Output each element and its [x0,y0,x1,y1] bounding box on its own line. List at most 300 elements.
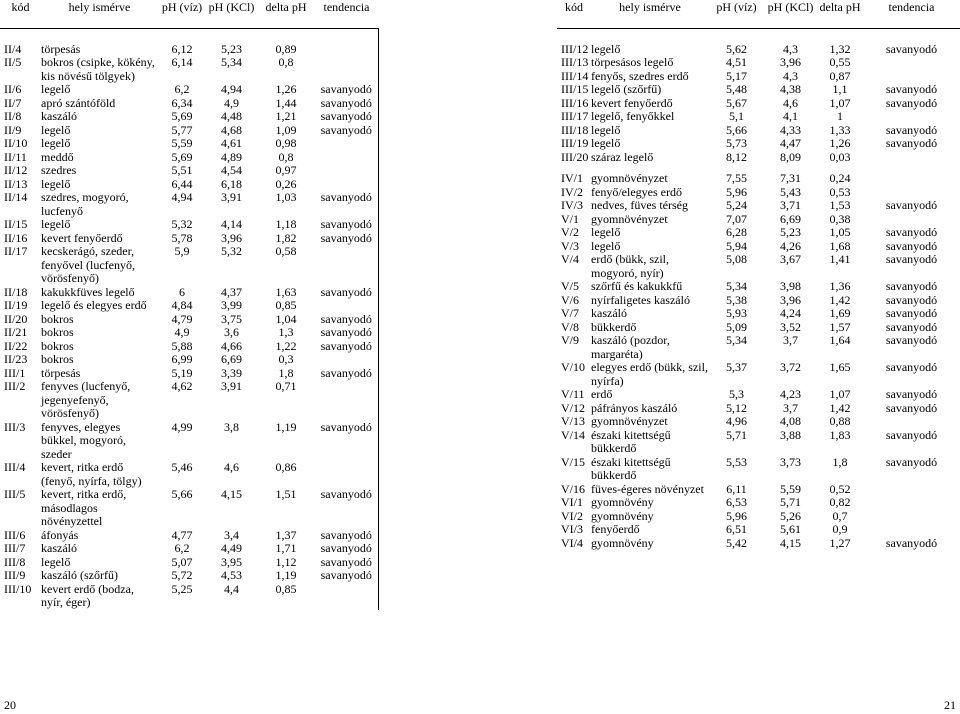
ph-kcl-value: 3,39 [221,365,242,380]
site-description: fenyves, elegyes bükkel, mogyoró, szeder [41,419,126,461]
right-table-header [557,0,960,28]
tendency-value: savanyodó [885,400,938,415]
ph-kcl-value: 5,23 [780,225,801,239]
ph-kcl-value: 4,15 [221,487,242,501]
site-description: füves-égeres növényzet [591,481,704,496]
ph-water-value: 6,53 [726,495,747,509]
ph-kcl-value: 7,31 [780,171,801,185]
ph-kcl-value: 3,52 [780,319,801,334]
sample-code: V/1 [561,211,579,226]
ph-kcl-value: 3,96 [221,230,242,245]
tendency-value: savanyodó [315,488,378,529]
sample-code: III/10 [4,581,32,596]
delta-ph-value: 0,89 [275,41,297,56]
tendency-value: savanyodó [315,191,378,218]
sample-code: V/10 [561,360,585,374]
table-row [0,556,378,570]
site-description: kecskerágó, szeder, fenyővel (lucfenyő, vörösfenyő) [41,244,135,285]
ph-water-value: 5,48 [726,82,747,96]
site-description: legelő [591,225,621,239]
site-description: erdő (bükk, szil, mogyoró, nyír) [591,252,669,280]
table-row [0,245,378,286]
sample-code: V/7 [561,306,579,320]
col-header-ph-kcl: pH (KCl) [208,0,255,14]
tendency-value [863,496,960,510]
ph-water-value: 5,69 [171,109,193,123]
site-description: kaszáló (pozdor, margaréta) [591,333,670,361]
ph-kcl-value: 3,75 [221,311,242,326]
sample-code: II/14 [4,190,28,204]
ph-water-value: 5,71 [726,427,747,442]
table-row [0,178,378,192]
tendency-value: savanyodó [885,387,938,401]
page-number-left: 20 [4,698,16,712]
delta-ph-value: 1,32 [829,41,851,56]
ph-kcl-value: 4,94 [221,82,242,96]
table-row [557,402,960,416]
sample-code: II/15 [4,217,28,231]
sample-code: II/9 [4,122,22,137]
site-description: gyomnövény [591,535,654,550]
ph-water-value: 5,59 [171,136,193,150]
table-row [0,569,378,583]
ph-kcl-value: 4,3 [783,41,798,56]
table-row [0,367,378,381]
table-row [557,172,960,186]
ph-kcl-value: 4,3 [783,68,798,83]
ph-water-value: 4,79 [171,311,193,326]
ph-water-value: 5,38 [726,292,747,307]
ph-water-value: 4,96 [726,414,747,428]
delta-ph-value: 1,09 [275,122,297,137]
sample-code: III/7 [4,541,26,555]
delta-ph-value: 1,19 [275,568,297,582]
ph-water-value: 8,12 [726,149,747,164]
site-description: gyomnövény [591,508,654,523]
ph-water-value: 4,51 [726,55,747,69]
delta-ph-value: 0,87 [829,68,851,83]
tendency-value [315,137,378,151]
table-row [557,334,960,361]
tendency-value: savanyodó [885,306,938,320]
tendency-value: savanyodó [885,41,938,56]
tendency-value: savanyodó [315,340,378,354]
sample-code: III/19 [561,136,589,150]
tendency-value: savanyodó [885,535,938,550]
site-description: bokros (csipke, kökény, kis növésű tölgyek) [41,55,155,83]
table-row [0,583,378,610]
delta-ph-value: 1,19 [275,419,297,434]
tendency-value: savanyodó [885,225,938,239]
table-row [0,313,378,327]
table-row [557,361,960,388]
delta-ph-value: 1,82 [275,230,297,245]
delta-ph-value: 1,44 [275,95,297,110]
delta-ph-value: 1,03 [275,190,297,204]
table-row [557,483,960,497]
ph-water-value: 5,69 [171,149,193,164]
delta-ph-value: 0,9 [832,522,848,536]
table-row [557,151,960,165]
tendency-value: savanyodó [885,238,938,253]
table-row [557,456,960,483]
ph-water-value: 6,99 [171,352,193,366]
delta-ph-value: 1,22 [275,338,297,353]
ph-water-value: 5,67 [726,95,747,110]
ph-water-value: 5,62 [726,41,747,56]
delta-ph-value: 1,68 [829,238,851,253]
site-description: legelő [591,238,621,253]
table-row [557,56,960,70]
site-description: legelő [41,136,71,150]
page-number-right: 21 [944,698,956,712]
tendency-value [863,483,960,497]
ph-water-value: 6,2 [174,82,190,96]
table-row [557,510,960,524]
table-row [0,110,378,124]
tendency-value [315,178,378,192]
delta-ph-value: 0,71 [275,379,297,393]
tendency-value: savanyodó [315,218,378,232]
sample-code: III/14 [561,68,589,83]
site-description: bokros [41,352,74,366]
site-description: gyomnövényzet [591,414,668,428]
ph-kcl-value: 4,48 [221,109,242,123]
delta-ph-value: 1,53 [829,198,851,212]
ph-water-value: 4,99 [171,419,193,434]
ph-kcl-value: 4,89 [221,149,242,164]
tendency-value [863,523,960,537]
delta-ph-value: 1,18 [275,217,297,231]
delta-ph-value: 0,85 [275,581,297,596]
ph-kcl-value: 4,54 [221,163,242,177]
tendency-value: savanyodó [315,529,378,543]
delta-ph-value: 1,33 [829,122,851,137]
ph-kcl-value: 4,15 [780,535,801,550]
sample-code: IV/1 [561,171,583,185]
ph-water-value: 6,28 [726,225,747,239]
col-header-tendencia: tendencia [888,0,935,14]
site-description: kevert erdő (bodza, nyír, éger) [41,581,134,609]
site-description: fenyős, szedres erdő [591,68,689,83]
sample-code: V/12 [561,400,585,415]
site-description: kevert fenyőerdő [591,95,673,110]
ph-water-value: 6,14 [171,55,193,69]
sample-code: IV/3 [561,198,583,212]
table-row [557,523,960,537]
table-row [557,294,960,308]
ph-water-value: 5,96 [726,508,747,523]
tendency-value [315,43,378,57]
table-row [0,83,378,97]
ph-kcl-value: 6,18 [221,176,242,191]
tendency-value: savanyodó [315,542,378,556]
ph-water-value: 5,07 [171,554,193,569]
ph-water-value: 5,32 [171,217,193,231]
ph-kcl-value: 5,59 [780,481,801,496]
col-header-delta: delta pH [265,0,307,14]
left-page-table [0,0,378,610]
sample-code: V/8 [561,319,579,334]
tendency-value: savanyodó [885,82,938,96]
delta-ph-value: 1,07 [829,387,851,401]
delta-ph-value: 1,12 [275,554,297,569]
delta-ph-value: 1,65 [829,360,851,374]
tendency-value: savanyodó [315,367,378,381]
ph-kcl-value: 3,71 [780,198,801,212]
table-row [0,137,378,151]
table-row [557,307,960,321]
delta-ph-value: 1,05 [829,225,851,239]
site-description: áfonyás [41,527,79,542]
table-row [0,97,378,111]
table-row [557,537,960,551]
ph-water-value: 5,73 [726,136,747,150]
delta-ph-value: 0,82 [829,495,851,509]
ph-kcl-value: 8,09 [780,149,801,164]
tendency-value: savanyodó [315,232,378,246]
tendency-value [315,380,378,421]
sample-code: II/16 [4,230,28,245]
ph-kcl-value: 5,23 [221,41,242,56]
col-header-ph-kcl: pH (KCl) [767,0,814,14]
table-row [557,199,960,213]
site-description: fenyőerdő [591,522,640,536]
site-description: legelő [41,217,71,231]
ph-water-value: 4,84 [171,298,193,312]
site-description: legelő [41,554,71,569]
ph-kcl-value: 5,32 [221,244,242,258]
ph-water-value: 5,17 [726,68,747,83]
table-row [0,232,378,246]
delta-ph-value: 1,8 [278,365,294,380]
ph-kcl-value: 5,26 [780,508,801,523]
site-description: legelő [591,41,621,56]
sample-code: V/9 [561,333,579,347]
site-description: legelő [41,82,71,96]
delta-ph-value: 0,88 [829,414,851,428]
sample-code: V/13 [561,414,585,428]
sample-code: III/5 [4,487,26,501]
ph-kcl-value: 3,88 [780,427,801,442]
ph-water-value: 7,55 [726,171,747,185]
tendency-value [315,353,378,367]
ph-water-value: 6 [179,284,185,299]
tendency-value [863,213,960,227]
ph-kcl-value: 3,7 [783,333,798,347]
site-description: legelő és elegyes erdő [41,298,147,312]
sample-code: V/5 [561,279,579,293]
site-description: gyomnövényzet [591,211,668,226]
site-description: száraz legelő [591,149,654,164]
delta-ph-value: 1,63 [275,284,297,299]
col-header-hely: hely ismérve [68,0,131,14]
table-row [557,83,960,97]
sample-code: III/20 [561,149,589,164]
site-description: gyomnövényzet [591,171,668,185]
ph-kcl-value: 3,95 [221,554,242,569]
ph-water-value: 6,12 [171,41,193,56]
col-header-delta: delta pH [819,0,861,14]
table-row [0,461,378,488]
table-row [557,240,960,254]
delta-ph-value: 0,58 [275,244,297,258]
tendency-value: savanyodó [315,556,378,570]
ph-kcl-value: 4,38 [780,82,801,96]
sample-code: III/8 [4,554,26,569]
sample-code: II/12 [4,163,28,177]
sample-code: III/1 [4,365,26,380]
ph-kcl-value: 3,4 [224,527,239,542]
delta-ph-value: 0,8 [278,55,294,69]
delta-ph-value: 0,38 [829,211,851,226]
table-row [557,186,960,200]
table-row [0,299,378,313]
tendency-value [863,70,960,84]
table-row [0,488,378,529]
delta-ph-value: 1,42 [829,292,851,307]
ph-water-value: 5,77 [171,122,193,137]
site-description: bokros [41,311,74,326]
tendency-value: savanyodó [885,122,938,137]
sample-code: V/6 [561,292,579,307]
tendency-value [863,110,960,124]
delta-ph-value: 1,1 [832,82,848,96]
sample-code: III/12 [561,41,589,56]
ph-water-value: 5,51 [171,163,193,177]
delta-ph-value: 1,21 [275,109,297,123]
sample-code: III/17 [561,109,589,123]
delta-ph-value: 0,3 [278,352,294,366]
tendency-value [315,164,378,178]
sample-code: III/13 [561,55,589,69]
sample-code: III/15 [561,82,589,96]
delta-ph-value: 1,04 [275,311,297,326]
site-description: szőrfű és kakukkfű [591,279,683,293]
sample-code: VI/3 [561,522,583,536]
site-description: fenyves (lucfenyő, jegenyefenyő, vörösfenyő) [41,379,131,420]
delta-ph-value: 1,3 [278,325,294,339]
tendency-value: savanyodó [885,252,938,266]
ph-water-value: 5,19 [171,365,193,380]
sample-code: II/10 [4,136,28,150]
ph-water-value: 5,66 [726,122,747,137]
delta-ph-value: 1,07 [829,95,851,110]
delta-ph-value: 0,98 [275,136,297,150]
delta-ph-value: 1,57 [829,319,851,334]
ph-water-value: 5,46 [171,460,193,474]
ph-kcl-value: 4,37 [221,284,242,299]
delta-ph-value: 0,86 [275,460,297,474]
site-description: elegyes erdő (bükk, szil, nyírfa) [591,360,708,388]
ph-water-value: 5,09 [726,319,747,334]
ph-water-value: 5,08 [726,252,747,266]
sample-code: V/14 [561,427,585,442]
delta-ph-value: 1,26 [829,136,851,150]
ph-kcl-value: 5,34 [221,55,242,69]
ph-water-value: 5,78 [171,230,193,245]
ph-water-value: 5,34 [726,279,747,293]
col-header-ph-viz: pH (víz) [716,0,757,14]
ph-water-value: 5,72 [171,568,193,582]
table-row [0,542,378,556]
delta-ph-value: 0,97 [275,163,297,177]
site-description: legelő [41,176,71,191]
site-description: szedres [41,163,77,177]
site-description: kevert fenyőerdő [41,230,123,245]
ph-kcl-value: 4,66 [221,338,242,353]
site-description: bokros [41,325,74,339]
ph-water-value: 6,51 [726,522,747,536]
ph-water-value: 5,25 [171,581,193,596]
sample-code: II/23 [4,352,28,366]
sample-code: II/22 [4,338,28,353]
delta-ph-value: 1,83 [829,427,851,442]
sample-code: III/3 [4,419,26,434]
delta-ph-value: 0,53 [829,184,851,199]
site-description: északi kitettségű bükkerdő [591,454,671,482]
delta-ph-value: 0,55 [829,55,851,69]
col-header-tendencia: tendencia [323,0,370,14]
tendency-value: savanyodó [885,360,938,374]
sample-code: III/9 [4,568,26,582]
ph-water-value: 5,93 [726,306,747,320]
ph-water-value: 5,96 [726,184,747,199]
table-row [557,253,960,280]
sample-code: II/17 [4,244,28,258]
sample-code: VI/4 [561,535,583,550]
table-row [557,70,960,84]
sample-code: II/19 [4,298,28,312]
tendency-value: savanyodó [315,83,378,97]
delta-ph-value: 1,37 [275,527,297,542]
delta-ph-value: 1,41 [829,252,851,266]
ph-kcl-value: 5,71 [780,495,801,509]
tendency-value: savanyodó [885,292,938,307]
table-row [557,388,960,402]
tendency-value: savanyodó [315,569,378,583]
delta-ph-value: 0,24 [829,171,851,185]
ph-kcl-value: 3,67 [780,252,801,266]
ph-water-value: 5,1 [729,109,744,123]
table-row [557,43,960,57]
tendency-value: savanyodó [885,279,938,293]
site-description: északi kitettségű bükkerdő [591,427,671,455]
site-description: nedves, füves térség [591,198,688,212]
ph-kcl-value: 4,6 [224,460,239,474]
right-data-table [557,0,960,550]
table-row [0,191,378,218]
site-description: meddő [41,149,74,164]
sample-code: V/2 [561,225,579,239]
sample-code: III/4 [4,460,26,474]
sample-code: II/11 [4,149,27,164]
ph-kcl-value: 4,33 [780,122,801,137]
ph-water-value: 5,9 [174,244,190,258]
table-row [557,213,960,227]
ph-water-value: 4,94 [171,190,193,204]
tendency-value: savanyodó [885,333,938,347]
table-row [0,43,378,57]
sample-code: IV/2 [561,184,583,199]
ph-kcl-value: 4,61 [221,136,242,150]
delta-ph-value: 0,26 [275,176,297,191]
site-description: kaszáló [41,541,77,555]
ph-kcl-value: 3,6 [224,325,239,339]
site-description: törpesás [41,365,81,380]
table-row [557,280,960,294]
site-description: kevert, ritka erdő (fenyő, nyírfa, tölgy) [41,460,142,488]
